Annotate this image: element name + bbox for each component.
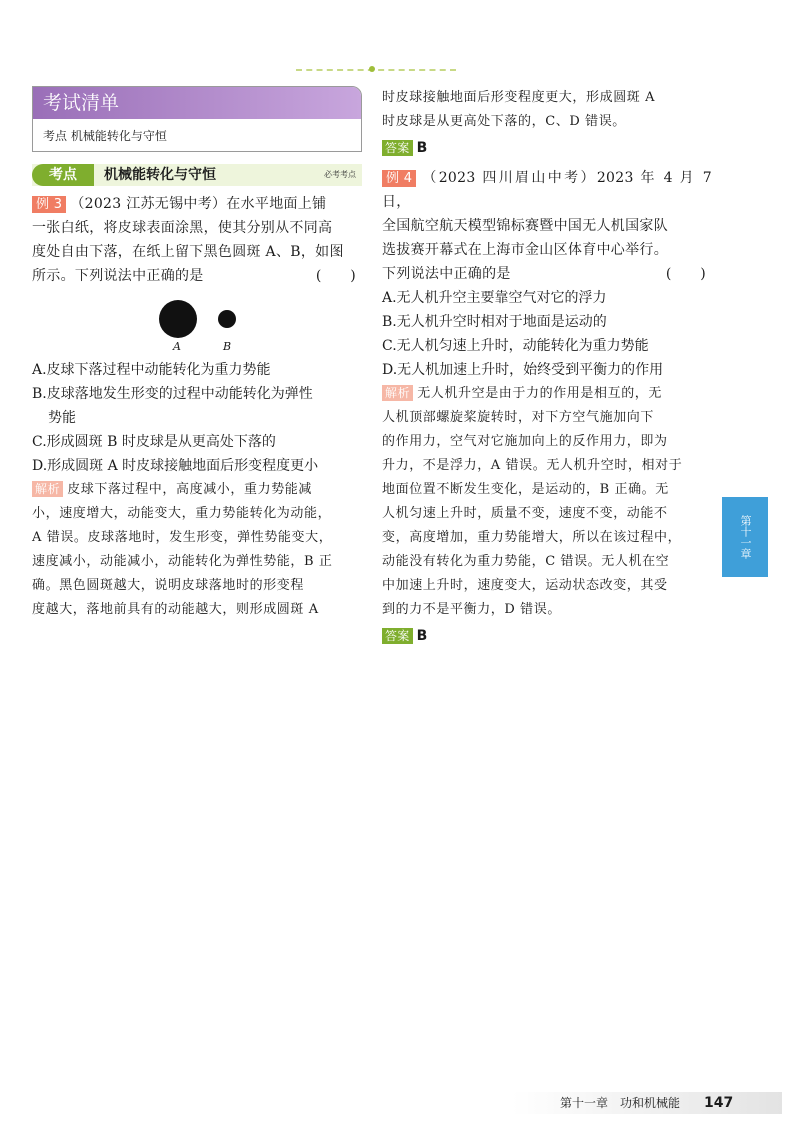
example3-option-b-cont: 势能 — [48, 410, 76, 426]
page-number: 147 — [704, 1095, 734, 1111]
example4-analysis-line7: 变，高度增加，重力势能增大，所以在该过程中， — [382, 530, 682, 545]
example4-option-c: C.无人机匀速上升时，动能转化为重力势能 — [382, 338, 649, 354]
example4-analysis-line9: 中加速上升时，速度变大，运动状态改变，其受 — [382, 578, 668, 593]
example4-bracket: ( ) — [665, 266, 706, 282]
top-decoration-line — [296, 69, 456, 71]
example3-analysis-line2: 小，速度增大，动能变大，重力势能转化为动能， — [32, 506, 332, 521]
example3-stem-line3: 度处自由下落，在纸上留下黑色圆斑 A、B，如图 — [32, 244, 344, 260]
example4-stem-line4: 下列说法中正确的是 — [382, 266, 511, 282]
example4-analysis-line8: 动能没有转化为重力势能，C 错误。无人机在空 — [382, 554, 670, 569]
spot-b-label: B — [223, 340, 232, 353]
example4-analysis-line10: 到的力不是平衡力，D 错误。 — [382, 602, 561, 617]
example3-stem-line2: 一张白纸，将皮球表面涂黑，使其分别从不同高 — [32, 220, 333, 236]
example4-answer — [382, 624, 712, 648]
example3-answer-value: B — [416, 140, 428, 156]
example4-analysis — [382, 382, 712, 622]
example4-option-a: A.无人机升空主要靠空气对它的浮力 — [382, 290, 607, 306]
chapter-side-tab: 第十一章 — [722, 497, 768, 577]
example4-analysis-line3: 的作用力，空气对它施加向上的反作用力，即为 — [382, 434, 668, 449]
example4-analysis-line4: 升力，不是浮力，A 错误。无人机升空时，相对于 — [382, 458, 683, 473]
example3-stem-line4: 所示。下列说法中正确的是 — [32, 268, 204, 284]
example3-analysis-line4: 速度减小，动能减小，动能转化为弹性势能，B 正 — [32, 554, 333, 569]
example4-analysis-line1: 无人机升空是由于力的作用是相互的，无 — [417, 386, 663, 401]
example3-answer — [382, 136, 712, 160]
kaodian-title: 机械能转化与守恒 — [104, 167, 216, 183]
example4-analysis-tag: 解析 — [382, 385, 413, 401]
spot-a — [159, 300, 197, 338]
kaodian-bar — [32, 164, 362, 186]
example3-label: 例 3 — [32, 196, 66, 213]
example3-option-b: B.皮球落地发生形变的过程中动能转化为弹性 — [32, 386, 313, 402]
example4-analysis-line2: 人机顶部螺旋桨旋转时，对下方空气施加向下 — [382, 410, 655, 425]
example3-analysis-line5: 确。黑色圆斑越大，说明皮球落地时的形变程 — [32, 578, 305, 593]
example3-analysis-cont — [382, 86, 712, 134]
example3-stem — [32, 192, 362, 288]
example4-option-d: D.无人机加速上升时，始终受到平衡力的作用 — [382, 362, 664, 378]
example3-bracket: ( ) — [315, 268, 356, 284]
example3-analysis — [32, 478, 362, 622]
example3-analysis-line7: 时皮球接触地面后形变程度更大，形成圆斑 A — [382, 90, 656, 105]
kaodian-tag: 考点 — [32, 164, 94, 186]
example4-label: 例 4 — [382, 170, 416, 187]
spot-a-label: A — [173, 340, 181, 353]
example3-option-a: A.皮球下落过程中动能转化为重力势能 — [32, 362, 271, 378]
example4-analysis-line5: 地面位置不断发生变化，是运动的，B 正确。无 — [382, 482, 669, 497]
exam-list-box — [32, 86, 362, 152]
example3-analysis-line1: 皮球下落过程中，高度减小，重力势能减 — [67, 482, 313, 497]
example3-figure — [32, 292, 362, 354]
example3-analysis-line8: 时皮球是从更高处下落的，C、D 错误。 — [382, 114, 626, 129]
example4-option-b: B.无人机升空时相对于地面是运动的 — [382, 314, 607, 330]
example4-stem-line1: （2023 四川眉山中考）2023 年 4 月 7 日， — [382, 170, 712, 210]
exam-list-title: 考试清单 — [33, 87, 361, 119]
top-decoration-dot — [369, 66, 375, 72]
example3-analysis-tag: 解析 — [32, 481, 63, 497]
left-column — [32, 86, 362, 622]
footer-chapter: 第十一章 功和机械能 — [560, 1096, 681, 1110]
kaodian-note: 必考考点 — [324, 170, 356, 179]
example3-analysis-line6: 度越大，落地前具有的动能越大，则形成圆斑 A — [32, 602, 319, 617]
example3-option-d: D.形成圆斑 A 时皮球接触地面后形变程度更小 — [32, 458, 319, 474]
page-footer — [512, 1092, 782, 1114]
example3-stem-line1: （2023 江苏无锡中考）在水平地面上铺 — [70, 196, 327, 212]
right-column — [382, 86, 712, 648]
example4-answer-tag: 答案 — [382, 628, 413, 644]
spot-b — [218, 310, 236, 328]
example4-analysis-line6: 人机匀速上升时，质量不变，速度不变，动能不 — [382, 506, 668, 521]
example3-answer-tag: 答案 — [382, 140, 413, 156]
exam-list-subtitle: 考点 机械能转化与守恒 — [43, 129, 167, 143]
example4-stem — [382, 166, 712, 286]
example4-stem-line3: 选拔赛开幕式在上海市金山区体育中心举行。 — [382, 242, 668, 258]
example3-option-c: C.形成圆斑 B 时皮球是从更高处下落的 — [32, 434, 276, 450]
example3-analysis-line3: A 错误。皮球落地时，发生形变，弹性势能变大， — [32, 530, 333, 545]
example4-stem-line2: 全国航空航天模型锦标赛暨中国无人机国家队 — [382, 218, 668, 234]
example4-answer-value: B — [416, 628, 428, 644]
